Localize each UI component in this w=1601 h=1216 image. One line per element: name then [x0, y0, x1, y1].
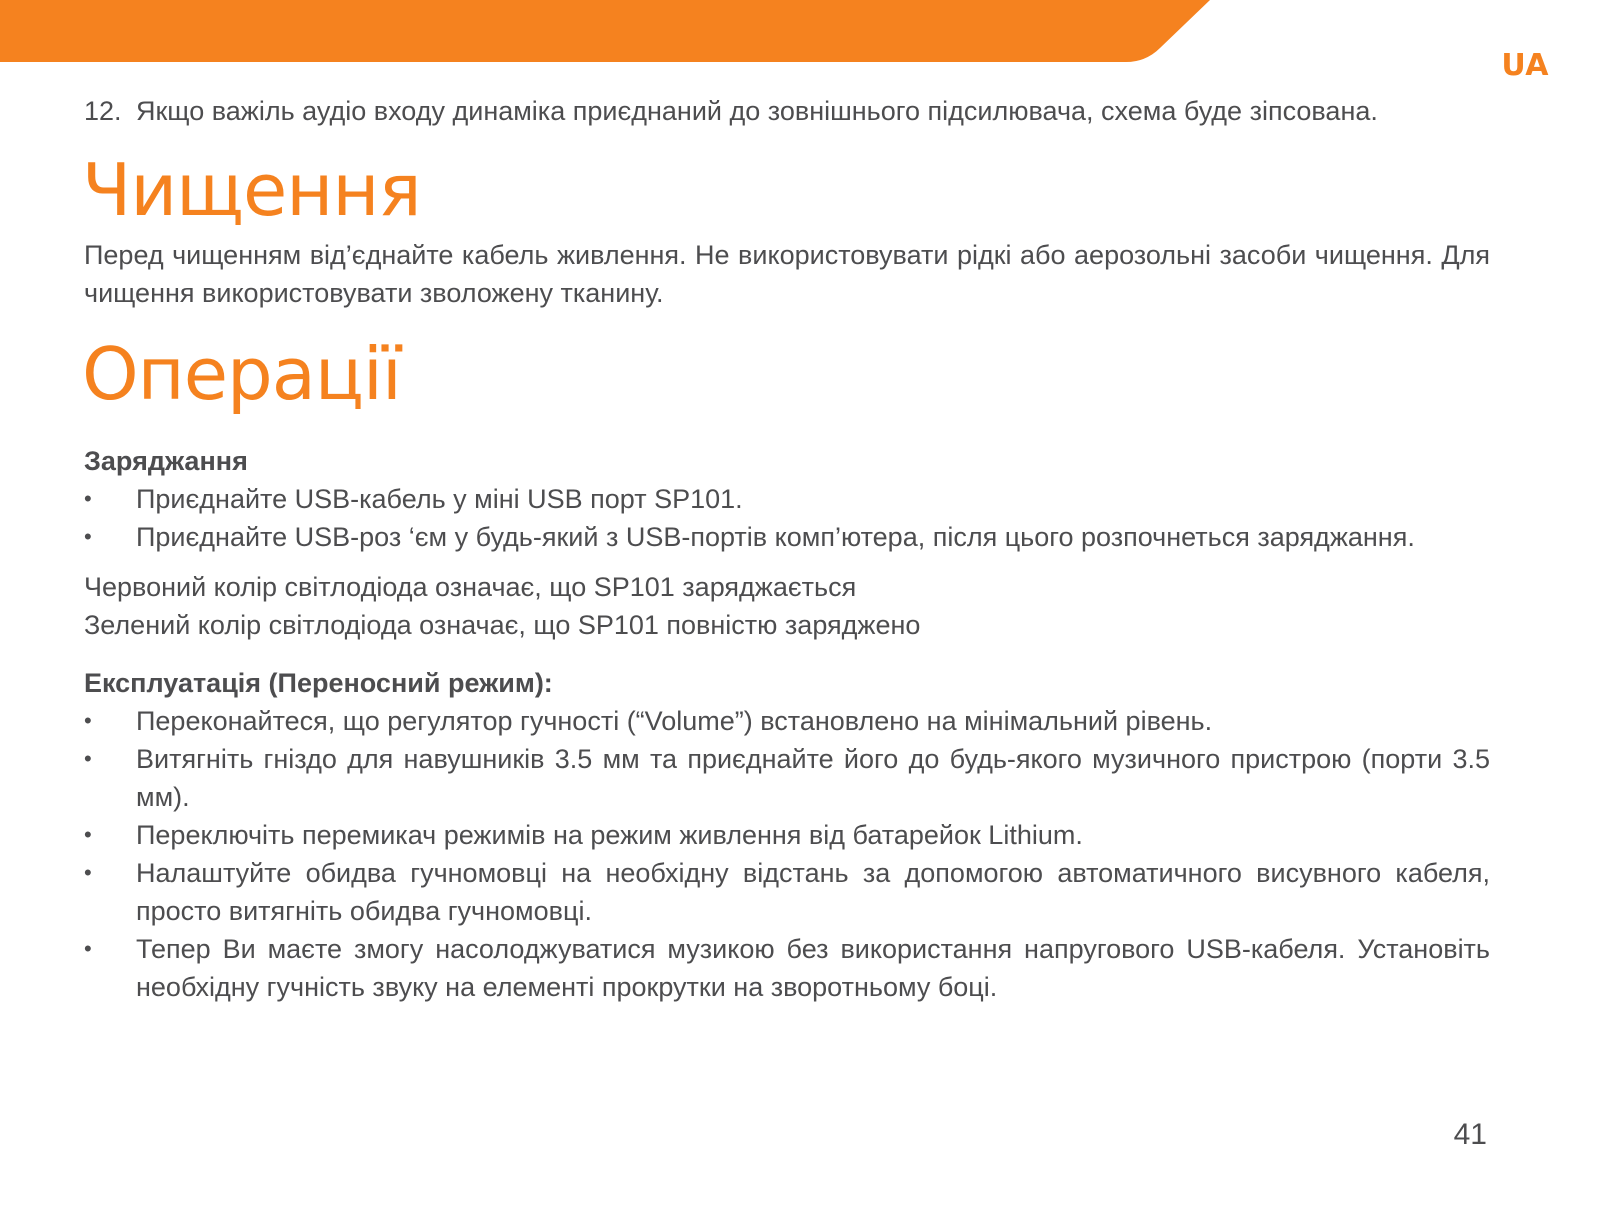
list-item-text: Переконайтеся, що регулятор гучності (“Volume”) встановлено на мінімальний рівень. — [136, 706, 1213, 736]
list-item — [84, 702, 1490, 740]
charging-bullet-list — [84, 480, 1490, 556]
cleaning-paragraph: Перед чищенням від’єднайте кабель живлення. Не використовувати рідкі або аерозольні засоби чищення. Для чищення використовувати зволожену тканину. — [84, 240, 1490, 308]
page-number: 41 — [1453, 1118, 1487, 1151]
numbered-item-12 — [84, 92, 1490, 130]
bullet-marker: • — [84, 746, 92, 771]
language-tag: UA — [1501, 48, 1549, 83]
subheading-usage: Експлуатація (Переносний режим): — [84, 668, 553, 698]
list-item — [84, 480, 1490, 518]
bullet-marker: • — [84, 486, 92, 511]
bullet-marker: • — [84, 822, 92, 847]
list-item-text: Переключіть перемикач режимів на режим живлення від батарейок Lithium. — [136, 820, 1083, 850]
list-item-text: Приєднайте USB-кабель у міні USB порт SP101. — [136, 484, 743, 514]
led-status-block — [84, 568, 1490, 644]
list-item-text: Налаштуйте обидва гучномовці на необхідну відстань за допомогою автоматичного висувного кабеля, просто витягніть обидва гучномовці. — [136, 858, 1490, 926]
list-item-text: Витягніть гніздо для навушників 3.5 мм та приєднайте його до будь-якого музичного пристрою (порти 3.5 мм). — [136, 744, 1490, 812]
list-item — [84, 854, 1490, 930]
bullet-marker: • — [84, 524, 92, 549]
list-item — [84, 518, 1490, 556]
subheading-charging: Заряджання — [84, 446, 248, 476]
page-content — [84, 92, 1490, 1006]
section-title-operations: Операції — [82, 332, 401, 416]
section-title-cleaning: Чищення — [82, 148, 421, 232]
list-item — [84, 740, 1490, 816]
list-item — [84, 930, 1490, 1006]
item-number: 12. — [84, 96, 122, 126]
list-item — [84, 816, 1490, 854]
bullet-marker: • — [84, 936, 92, 961]
bullet-marker: • — [84, 860, 92, 885]
list-item-text: Приєднайте USB-роз ‘єм у будь-який з USB-портів комп’ютера, після цього розпочнеться заряджання. — [136, 522, 1415, 552]
bullet-marker: • — [84, 708, 92, 733]
header-orange-band — [0, 0, 1601, 62]
led-red-text: Червоний колір світлодіода означає, що SP101 заряджається — [84, 572, 857, 602]
item-text: Якщо важіль аудіо входу динаміка приєднаний до зовнішнього підсилювача, схема буде зіпсована. — [136, 96, 1378, 126]
led-green-text: Зелений колір світлодіода означає, що SP101 повністю заряджено — [84, 610, 921, 640]
usage-bullet-list — [84, 702, 1490, 1006]
list-item-text: Тепер Ви маєте змогу насолоджуватися музикою без використання напругового USB-кабеля. Установіть необхідну гучність звуку на елементі прокрутки на зворотньому боці. — [136, 934, 1490, 1002]
